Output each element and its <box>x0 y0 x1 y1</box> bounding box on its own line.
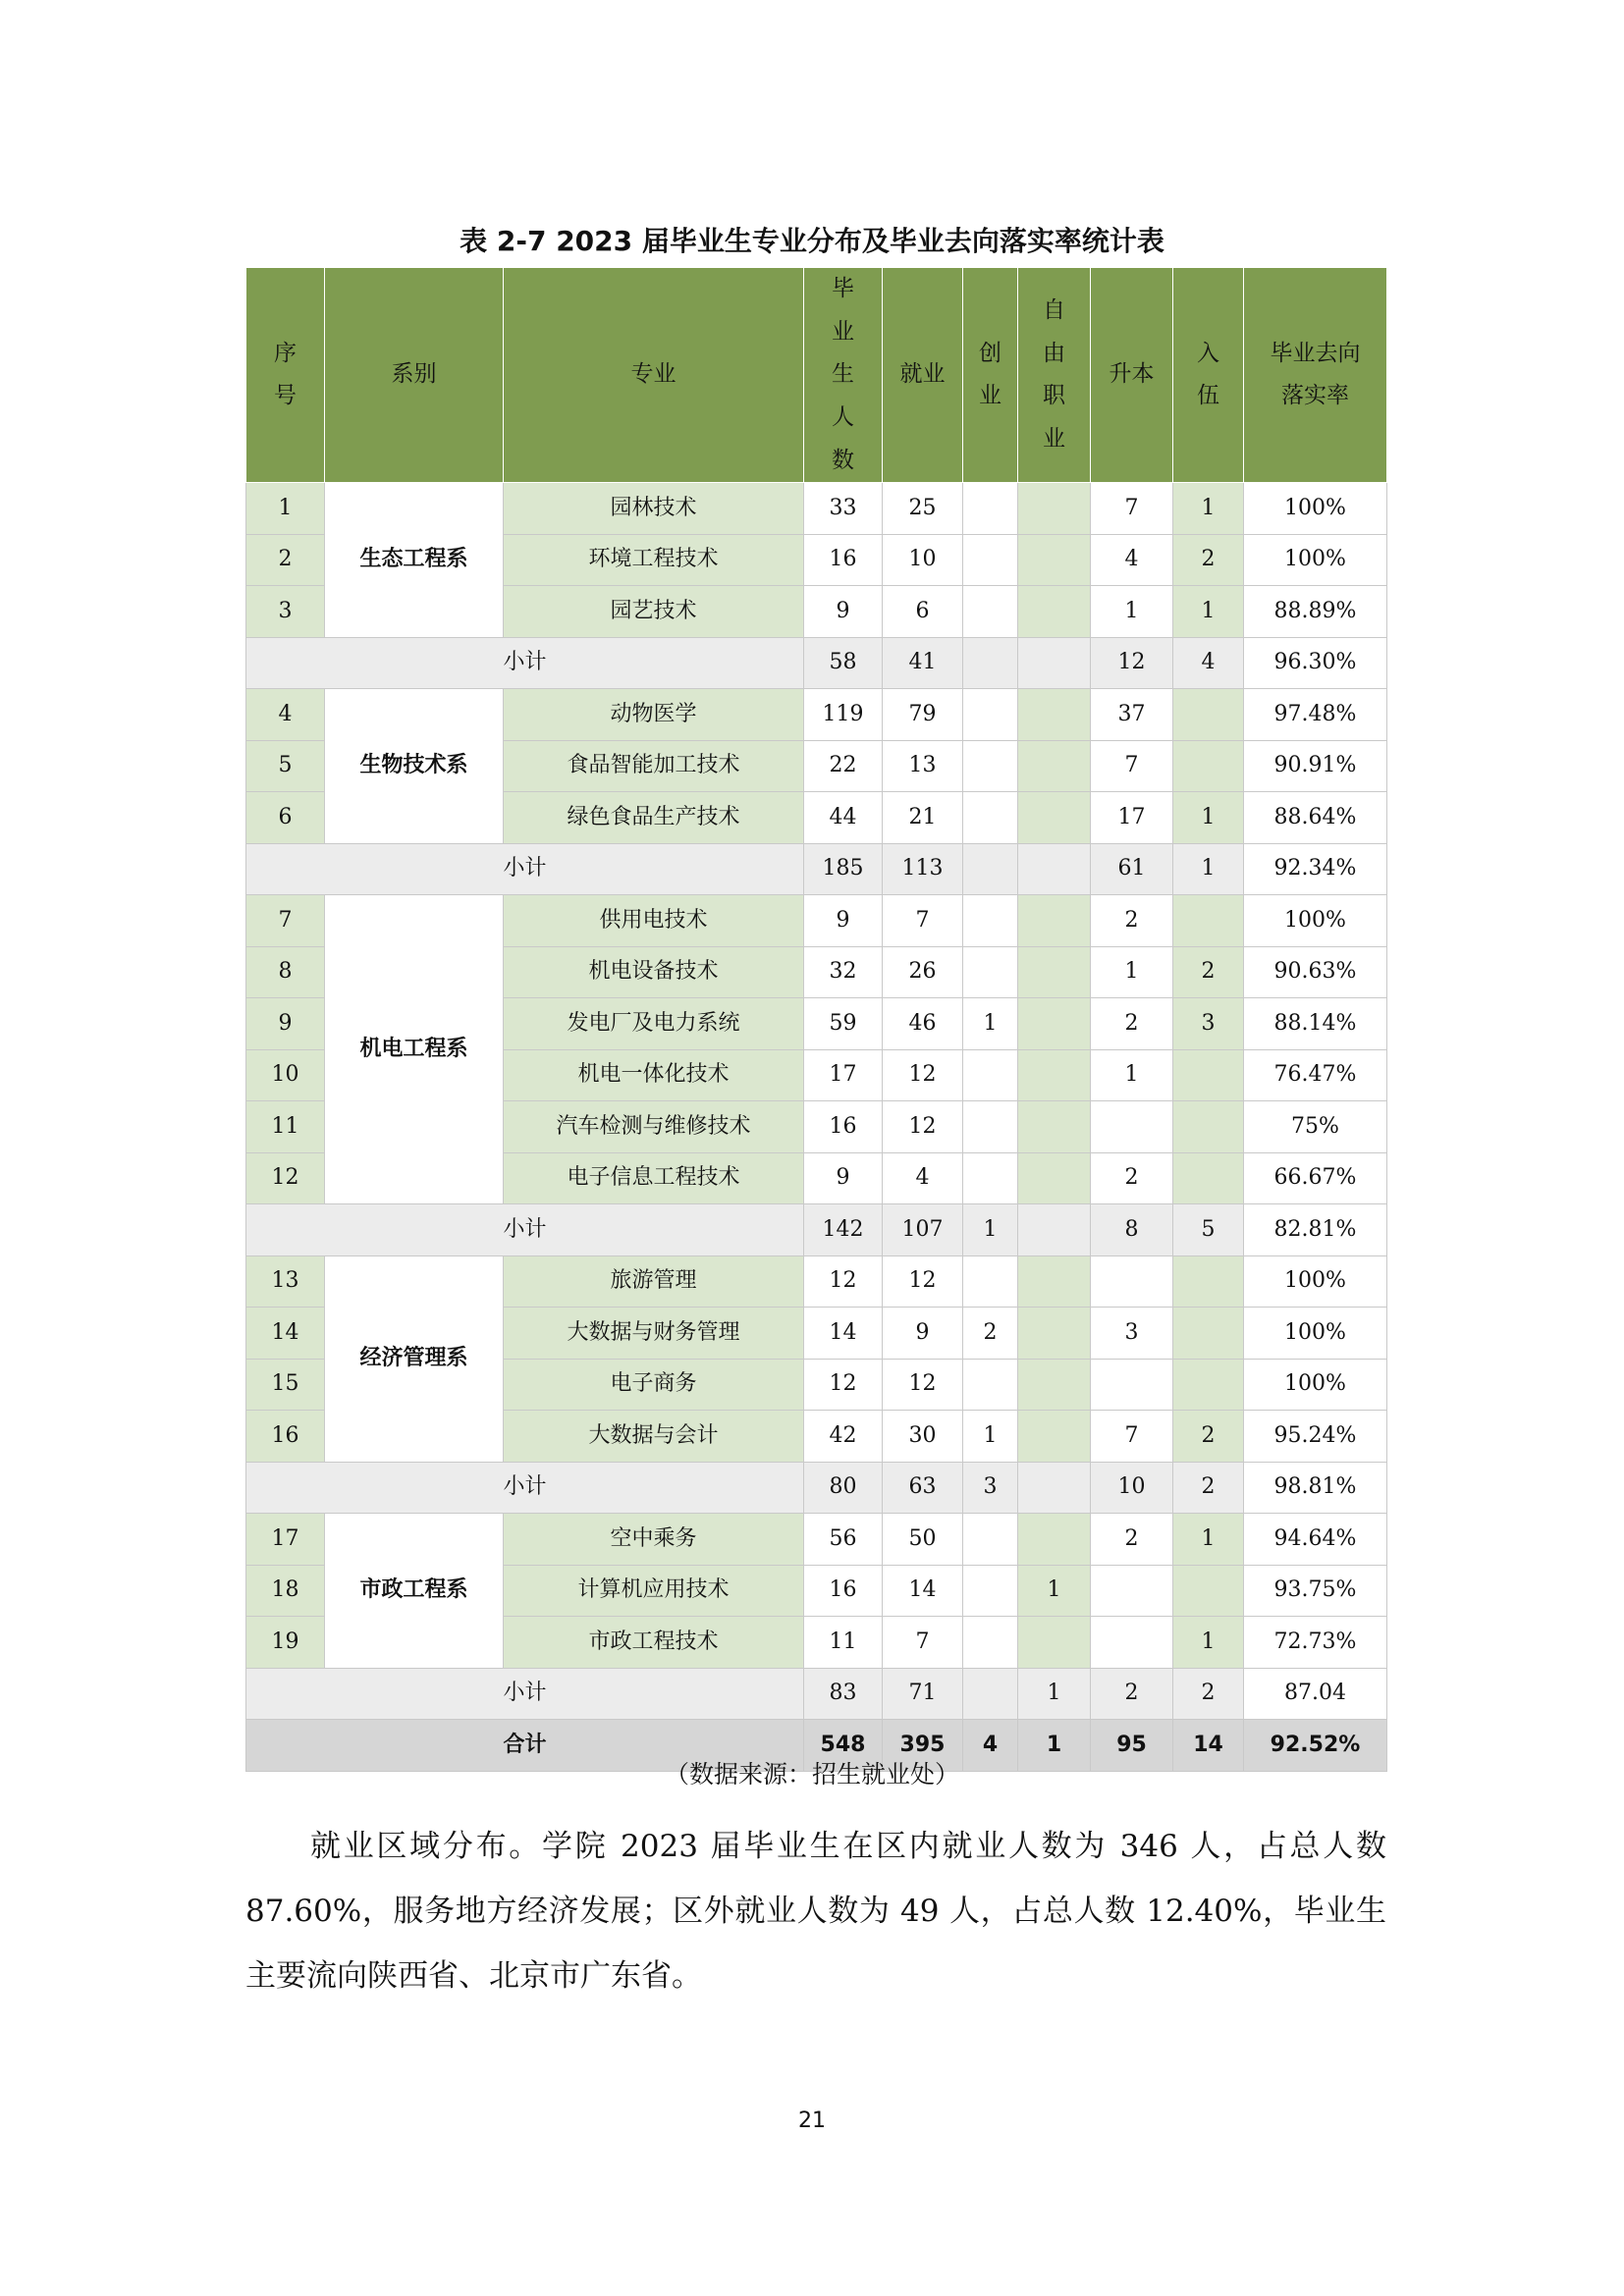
freelance-cell <box>1018 1152 1091 1204</box>
major-cell: 电子信息工程技术 <box>504 1152 804 1204</box>
subtotal-row <box>246 637 1387 689</box>
rate-cell: 96.30% <box>1244 637 1387 689</box>
seq-cell: 10 <box>246 1049 325 1101</box>
startup-cell <box>963 1255 1018 1308</box>
startup-cell: 2 <box>963 1308 1018 1360</box>
army-cell: 1 <box>1173 1617 1244 1669</box>
army-cell: 14 <box>1173 1720 1244 1772</box>
rate-cell: 97.48% <box>1244 689 1387 741</box>
graduates-cell: 80 <box>804 1462 883 1514</box>
body-paragraph: 就业区域分布。学院 2023 届毕业生在区内就业人数为 346 人，占总人数 87.60%，服务地方经济发展；区外就业人数为 49 人，占总人数 12.40%，毕业生主要流向陕西省、北京市广东省。 <box>245 1829 1386 1994</box>
employed-cell: 14 <box>883 1565 963 1617</box>
seq-cell: 18 <box>246 1565 325 1617</box>
upgrade-cell: 7 <box>1091 1411 1173 1463</box>
army-cell: 4 <box>1173 637 1244 689</box>
rate-cell: 88.89% <box>1244 586 1387 638</box>
army-cell: 1 <box>1173 483 1244 535</box>
employed-cell: 21 <box>883 792 963 844</box>
rate-cell: 92.52% <box>1244 1720 1387 1772</box>
employed-cell: 7 <box>883 1617 963 1669</box>
employed-cell: 12 <box>883 1049 963 1101</box>
freelance-cell <box>1018 1101 1091 1153</box>
subtotal-label: 小计 <box>246 1668 804 1720</box>
seq-cell: 3 <box>246 586 325 638</box>
seq-cell: 11 <box>246 1101 325 1153</box>
freelance-cell <box>1018 1462 1091 1514</box>
freelance-cell <box>1018 1514 1091 1566</box>
rate-cell: 100% <box>1244 483 1387 535</box>
graduates-cell: 12 <box>804 1359 883 1411</box>
upgrade-cell: 1 <box>1091 586 1173 638</box>
employed-cell: 4 <box>883 1152 963 1204</box>
freelance-cell <box>1018 1049 1091 1101</box>
rate-cell: 100% <box>1244 1308 1387 1360</box>
army-cell <box>1173 740 1244 792</box>
table-row <box>246 689 1387 741</box>
employed-cell: 50 <box>883 1514 963 1566</box>
header-upgrade: 升本 <box>1091 268 1173 483</box>
rate-cell: 88.14% <box>1244 998 1387 1050</box>
graduates-cell: 185 <box>804 843 883 895</box>
upgrade-cell: 17 <box>1091 792 1173 844</box>
rate-cell: 92.34% <box>1244 843 1387 895</box>
startup-cell <box>963 586 1018 638</box>
header-dept: 系别 <box>325 268 504 483</box>
subtotal-label: 小计 <box>246 843 804 895</box>
upgrade-cell: 2 <box>1091 895 1173 947</box>
startup-cell <box>963 1152 1018 1204</box>
army-cell: 2 <box>1173 1668 1244 1720</box>
table-header <box>246 268 1387 483</box>
army-cell <box>1173 895 1244 947</box>
subtotal-row <box>246 1204 1387 1256</box>
table-row <box>246 1514 1387 1566</box>
table-body <box>246 483 1387 1772</box>
rate-cell: 94.64% <box>1244 1514 1387 1566</box>
seq-cell: 5 <box>246 740 325 792</box>
upgrade-cell: 10 <box>1091 1462 1173 1514</box>
army-cell: 5 <box>1173 1204 1244 1256</box>
startup-cell <box>963 843 1018 895</box>
upgrade-cell: 2 <box>1091 998 1173 1050</box>
employed-cell: 107 <box>883 1204 963 1256</box>
rate-cell: 90.91% <box>1244 740 1387 792</box>
dept-cell: 经济管理系 <box>325 1255 504 1462</box>
graduates-cell: 58 <box>804 637 883 689</box>
upgrade-cell: 12 <box>1091 637 1173 689</box>
rate-cell: 100% <box>1244 895 1387 947</box>
rate-cell: 76.47% <box>1244 1049 1387 1101</box>
rate-cell: 72.73% <box>1244 1617 1387 1669</box>
employed-cell: 12 <box>883 1255 963 1308</box>
rate-cell: 100% <box>1244 1255 1387 1308</box>
army-cell: 2 <box>1173 534 1244 586</box>
graduates-cell: 12 <box>804 1255 883 1308</box>
seq-cell: 6 <box>246 792 325 844</box>
employed-cell: 26 <box>883 946 963 998</box>
header-graduates: 毕 业 生 人 数 <box>804 268 883 483</box>
startup-cell <box>963 1617 1018 1669</box>
major-cell: 供用电技术 <box>504 895 804 947</box>
freelance-cell <box>1018 1255 1091 1308</box>
startup-cell <box>963 483 1018 535</box>
freelance-cell <box>1018 895 1091 947</box>
graduates-cell: 119 <box>804 689 883 741</box>
graduates-cell: 33 <box>804 483 883 535</box>
startup-cell <box>963 1101 1018 1153</box>
seq-cell: 7 <box>246 895 325 947</box>
upgrade-cell: 7 <box>1091 483 1173 535</box>
seq-cell: 2 <box>246 534 325 586</box>
graduates-cell: 9 <box>804 586 883 638</box>
employed-cell: 79 <box>883 689 963 741</box>
employed-cell: 41 <box>883 637 963 689</box>
freelance-cell <box>1018 1308 1091 1360</box>
upgrade-cell: 61 <box>1091 843 1173 895</box>
header-employed: 就业 <box>883 268 963 483</box>
startup-cell <box>963 534 1018 586</box>
upgrade-cell <box>1091 1101 1173 1153</box>
rate-cell: 100% <box>1244 1359 1387 1411</box>
major-cell: 大数据与会计 <box>504 1411 804 1463</box>
army-cell: 2 <box>1173 946 1244 998</box>
table-row <box>246 1255 1387 1308</box>
graduates-cell: 32 <box>804 946 883 998</box>
employed-cell: 113 <box>883 843 963 895</box>
graduates-cell: 16 <box>804 1101 883 1153</box>
total-label: 合计 <box>246 1720 804 1772</box>
employed-cell: 12 <box>883 1101 963 1153</box>
table-row <box>246 895 1387 947</box>
major-cell: 园艺技术 <box>504 586 804 638</box>
rate-cell: 90.63% <box>1244 946 1387 998</box>
army-cell <box>1173 689 1244 741</box>
table-row <box>246 483 1387 535</box>
graduates-cell: 44 <box>804 792 883 844</box>
rate-cell: 93.75% <box>1244 1565 1387 1617</box>
startup-cell: 1 <box>963 998 1018 1050</box>
employed-cell: 10 <box>883 534 963 586</box>
upgrade-cell: 1 <box>1091 1049 1173 1101</box>
seq-cell: 15 <box>246 1359 325 1411</box>
graduates-cell: 548 <box>804 1720 883 1772</box>
upgrade-cell: 4 <box>1091 534 1173 586</box>
employed-cell: 395 <box>883 1720 963 1772</box>
page-number: 21 <box>798 2109 826 2133</box>
graduates-cell: 16 <box>804 1565 883 1617</box>
freelance-cell <box>1018 946 1091 998</box>
employed-cell: 7 <box>883 895 963 947</box>
army-cell <box>1173 1049 1244 1101</box>
subtotal-label: 小计 <box>246 1462 804 1514</box>
major-cell: 环境工程技术 <box>504 534 804 586</box>
seq-cell: 17 <box>246 1514 325 1566</box>
freelance-cell <box>1018 483 1091 535</box>
major-cell: 大数据与财务管理 <box>504 1308 804 1360</box>
graduates-cell: 11 <box>804 1617 883 1669</box>
data-source-note: （数据来源：招生就业处） <box>664 1760 959 1789</box>
employed-cell: 9 <box>883 1308 963 1360</box>
seq-cell: 19 <box>246 1617 325 1669</box>
rate-cell: 87.04 <box>1244 1668 1387 1720</box>
startup-cell <box>963 637 1018 689</box>
header-rate: 毕业去向 落实率 <box>1244 268 1387 483</box>
rate-cell: 98.81% <box>1244 1462 1387 1514</box>
army-cell: 1 <box>1173 843 1244 895</box>
employed-cell: 13 <box>883 740 963 792</box>
army-cell: 2 <box>1173 1411 1244 1463</box>
employment-table <box>245 267 1387 1772</box>
graduates-cell: 9 <box>804 1152 883 1204</box>
major-cell: 食品智能加工技术 <box>504 740 804 792</box>
rate-cell: 95.24% <box>1244 1411 1387 1463</box>
upgrade-cell <box>1091 1255 1173 1308</box>
subtotal-label: 小计 <box>246 637 804 689</box>
seq-cell: 13 <box>246 1255 325 1308</box>
freelance-cell <box>1018 637 1091 689</box>
subtotal-row <box>246 1668 1387 1720</box>
army-cell <box>1173 1255 1244 1308</box>
freelance-cell <box>1018 1411 1091 1463</box>
army-cell <box>1173 1152 1244 1204</box>
table-caption: 表 2-7 2023 届毕业生专业分布及毕业去向落实率统计表 <box>460 225 1164 257</box>
graduates-cell: 56 <box>804 1514 883 1566</box>
upgrade-cell: 8 <box>1091 1204 1173 1256</box>
seq-cell: 4 <box>246 689 325 741</box>
graduates-cell: 42 <box>804 1411 883 1463</box>
employed-cell: 12 <box>883 1359 963 1411</box>
army-cell <box>1173 1359 1244 1411</box>
upgrade-cell: 7 <box>1091 740 1173 792</box>
employed-cell: 30 <box>883 1411 963 1463</box>
graduates-cell: 14 <box>804 1308 883 1360</box>
freelance-cell <box>1018 843 1091 895</box>
major-cell: 市政工程技术 <box>504 1617 804 1669</box>
upgrade-cell: 2 <box>1091 1514 1173 1566</box>
startup-cell: 4 <box>963 1720 1018 1772</box>
upgrade-cell <box>1091 1359 1173 1411</box>
employed-cell: 63 <box>883 1462 963 1514</box>
freelance-cell <box>1018 1359 1091 1411</box>
army-cell: 1 <box>1173 1514 1244 1566</box>
startup-cell <box>963 946 1018 998</box>
seq-cell: 16 <box>246 1411 325 1463</box>
major-cell: 发电厂及电力系统 <box>504 998 804 1050</box>
seq-cell: 12 <box>246 1152 325 1204</box>
header-major: 专业 <box>504 268 804 483</box>
upgrade-cell <box>1091 1565 1173 1617</box>
employed-cell: 46 <box>883 998 963 1050</box>
rate-cell: 66.67% <box>1244 1152 1387 1204</box>
army-cell <box>1173 1565 1244 1617</box>
upgrade-cell: 37 <box>1091 689 1173 741</box>
army-cell: 3 <box>1173 998 1244 1050</box>
freelance-cell <box>1018 586 1091 638</box>
startup-cell <box>963 1359 1018 1411</box>
rate-cell: 88.64% <box>1244 792 1387 844</box>
upgrade-cell: 2 <box>1091 1668 1173 1720</box>
startup-cell <box>963 1514 1018 1566</box>
startup-cell: 3 <box>963 1462 1018 1514</box>
army-cell: 2 <box>1173 1462 1244 1514</box>
major-cell: 汽车检测与维修技术 <box>504 1101 804 1153</box>
freelance-cell: 1 <box>1018 1668 1091 1720</box>
header-army: 入 伍 <box>1173 268 1244 483</box>
header-seq: 序 号 <box>246 268 325 483</box>
dept-cell: 机电工程系 <box>325 895 504 1204</box>
upgrade-cell: 3 <box>1091 1308 1173 1360</box>
major-cell: 电子商务 <box>504 1359 804 1411</box>
startup-cell: 1 <box>963 1204 1018 1256</box>
army-cell <box>1173 1101 1244 1153</box>
freelance-cell <box>1018 1204 1091 1256</box>
graduates-cell: 22 <box>804 740 883 792</box>
graduates-cell: 83 <box>804 1668 883 1720</box>
major-cell: 机电设备技术 <box>504 946 804 998</box>
startup-cell <box>963 792 1018 844</box>
employed-cell: 71 <box>883 1668 963 1720</box>
freelance-cell: 1 <box>1018 1565 1091 1617</box>
freelance-cell: 1 <box>1018 1720 1091 1772</box>
dept-cell: 生物技术系 <box>325 689 504 844</box>
graduates-cell: 9 <box>804 895 883 947</box>
graduates-cell: 16 <box>804 534 883 586</box>
freelance-cell <box>1018 534 1091 586</box>
upgrade-cell <box>1091 1617 1173 1669</box>
rate-cell: 75% <box>1244 1101 1387 1153</box>
army-cell <box>1173 1308 1244 1360</box>
header-startup: 创 业 <box>963 268 1018 483</box>
upgrade-cell: 2 <box>1091 1152 1173 1204</box>
subtotal-row <box>246 843 1387 895</box>
header-freelance: 自 由 职 业 <box>1018 268 1091 483</box>
seq-cell: 8 <box>246 946 325 998</box>
upgrade-cell: 1 <box>1091 946 1173 998</box>
graduates-cell: 17 <box>804 1049 883 1101</box>
major-cell: 绿色食品生产技术 <box>504 792 804 844</box>
startup-cell <box>963 689 1018 741</box>
army-cell: 1 <box>1173 586 1244 638</box>
freelance-cell <box>1018 792 1091 844</box>
employed-cell: 25 <box>883 483 963 535</box>
dept-cell: 市政工程系 <box>325 1514 504 1669</box>
startup-cell <box>963 1049 1018 1101</box>
upgrade-cell: 95 <box>1091 1720 1173 1772</box>
subtotal-row <box>246 1462 1387 1514</box>
startup-cell <box>963 895 1018 947</box>
freelance-cell <box>1018 689 1091 741</box>
freelance-cell <box>1018 740 1091 792</box>
seq-cell: 1 <box>246 483 325 535</box>
startup-cell <box>963 1668 1018 1720</box>
freelance-cell <box>1018 998 1091 1050</box>
major-cell: 动物医学 <box>504 689 804 741</box>
seq-cell: 14 <box>246 1308 325 1360</box>
dept-cell: 生态工程系 <box>325 483 504 638</box>
major-cell: 旅游管理 <box>504 1255 804 1308</box>
major-cell: 计算机应用技术 <box>504 1565 804 1617</box>
rate-cell: 100% <box>1244 534 1387 586</box>
employed-cell: 6 <box>883 586 963 638</box>
seq-cell: 9 <box>246 998 325 1050</box>
graduates-cell: 59 <box>804 998 883 1050</box>
startup-cell <box>963 1565 1018 1617</box>
major-cell: 机电一体化技术 <box>504 1049 804 1101</box>
major-cell: 空中乘务 <box>504 1514 804 1566</box>
startup-cell <box>963 740 1018 792</box>
subtotal-label: 小计 <box>246 1204 804 1256</box>
rate-cell: 82.81% <box>1244 1204 1387 1256</box>
graduates-cell: 142 <box>804 1204 883 1256</box>
army-cell: 1 <box>1173 792 1244 844</box>
major-cell: 园林技术 <box>504 483 804 535</box>
freelance-cell <box>1018 1617 1091 1669</box>
startup-cell: 1 <box>963 1411 1018 1463</box>
